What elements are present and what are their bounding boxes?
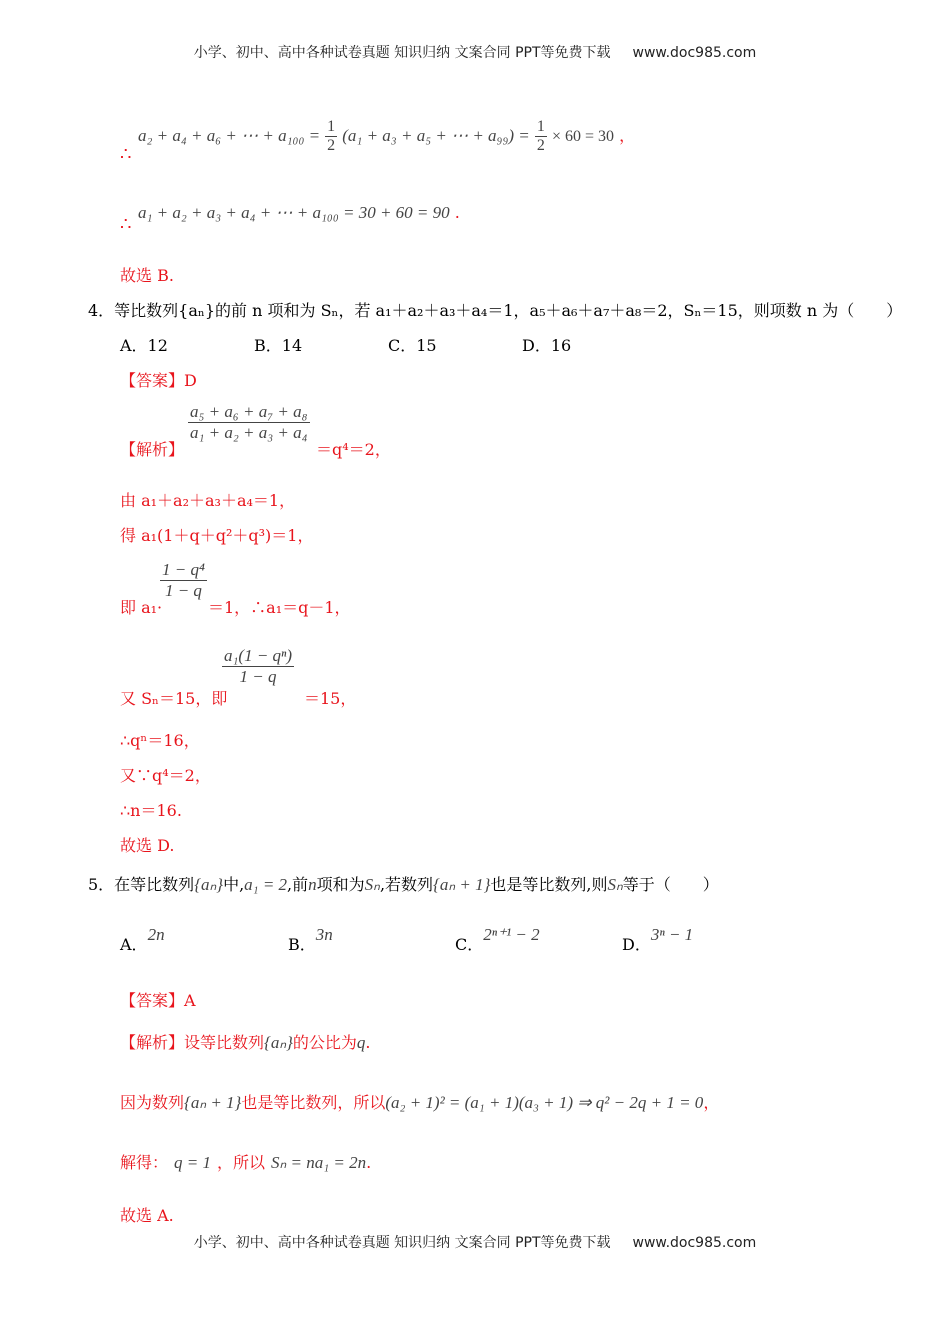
q5-option-a: A．2n: [120, 925, 165, 954]
q5-answer: 【答案】A: [120, 991, 196, 1010]
q4-line-1: 由 a₁＋a₂＋a₃＋a₄＝1，: [120, 491, 296, 510]
q4-ratio-result: ＝q⁴＝2，: [316, 440, 391, 459]
q4-line-4-head: 又 Sₙ＝15，即: [120, 689, 228, 708]
q4-line-2: 得 a₁(1＋q＋q²＋q³)＝1，: [120, 526, 314, 545]
q4-sn-fraction: $\frac{\text{a₁(1 − qⁿ)}}{1 - q}$: [224, 646, 293, 686]
therefore-symbol-2: ∴: [120, 214, 132, 235]
q5-analysis: 【解析】设等比数列{aₙ}的公比为q.: [120, 1033, 371, 1052]
q5-option-b: B．3n: [288, 925, 333, 954]
q5-stem: 5．在等比数列{aₙ}中,a₁ = 2,前n项和为Sₙ,若数列{aₙ + 1}也是等比数列,则Sₙ等于（ ）: [88, 875, 719, 894]
q4-option-d: D．16: [522, 336, 572, 355]
q4-stem: 4．等比数列{aₙ}的前 n 项和为 Sₙ，若 a₁＋a₂＋a₃＋a₄＝1，a₅＋a₆＋a₇＋a₈＝2，Sₙ＝15，则项数 n 为（ ）: [88, 301, 903, 320]
q4-sum-fraction: $\frac{\text{1 − q⁴}}{1 - q}$: [162, 560, 205, 600]
page-footer: [0, 1232, 950, 1252]
q4-line-3-head: 即 a₁·: [120, 598, 163, 617]
q4-line-7: ∴n＝16.: [120, 801, 182, 820]
sum-even-equation: a₂ + a₄ + a₆ + ⋯ + a₁₀₀ = $\frac{1}{2}$ (a₁ + a₃ + a₅ + ⋯ + a₉₉) = $\frac{1}{2}$ × 60 = 30 ，: [138, 118, 636, 154]
q4-option-a: A．12: [120, 336, 168, 355]
q4-option-c: C．15: [388, 336, 437, 355]
header-text: 小学、初中、高中各种试卷真题 知识归纳 文案合同 PPT等免费下载: [193, 45, 611, 61]
q4-option-b: B．14: [254, 336, 303, 355]
q5-choice: 故选 A.: [120, 1206, 174, 1225]
header-url[interactable]: www.doc985.com: [632, 45, 757, 61]
prev-choice: 故选 B.: [120, 266, 174, 285]
q4-line-4-tail: ＝15，: [304, 689, 357, 708]
q4-line-3-tail: ＝1，∴a₁＝q－1，: [208, 598, 351, 617]
footer-url[interactable]: www.doc985.com: [632, 1235, 757, 1251]
q4-line-5: ∴qⁿ＝16，: [120, 731, 200, 750]
q5-because: 因为数列{aₙ + 1}也是等比数列，所以(a₂ + 1)² = (a₁ + 1)(a₃ + 1) ⇒ q² − 2q + 1 = 0，: [120, 1093, 720, 1112]
q4-answer: 【答案】D: [120, 371, 197, 390]
sum-total-equation: a₁ + a₂ + a₃ + a₄ + ⋯ + a₁₀₀ = 30 + 60 = 90 .: [138, 203, 460, 222]
q5-solve: 解得： q = 1 ，所以 Sₙ = na₁ = 2n.: [120, 1153, 372, 1172]
therefore-symbol: ∴: [120, 144, 132, 165]
q5-option-d: D．3ⁿ − 1: [622, 925, 694, 954]
q4-line-6: 又∵q⁴＝2，: [120, 766, 211, 785]
q5-option-c: C．2ⁿ⁺¹ − 2: [455, 925, 540, 954]
q4-ratio-fraction: $\frac{\text{a₅ + a₆ + a₇ + a₈}}{\text{a₁ + a₂ + a₃ + a₄}}$: [190, 402, 308, 442]
page-header: [0, 42, 950, 62]
q4-choice: 故选 D.: [120, 836, 175, 855]
q4-analysis-label: 【解析】: [120, 440, 185, 459]
footer-text: 小学、初中、高中各种试卷真题 知识归纳 文案合同 PPT等免费下载: [193, 1235, 611, 1251]
